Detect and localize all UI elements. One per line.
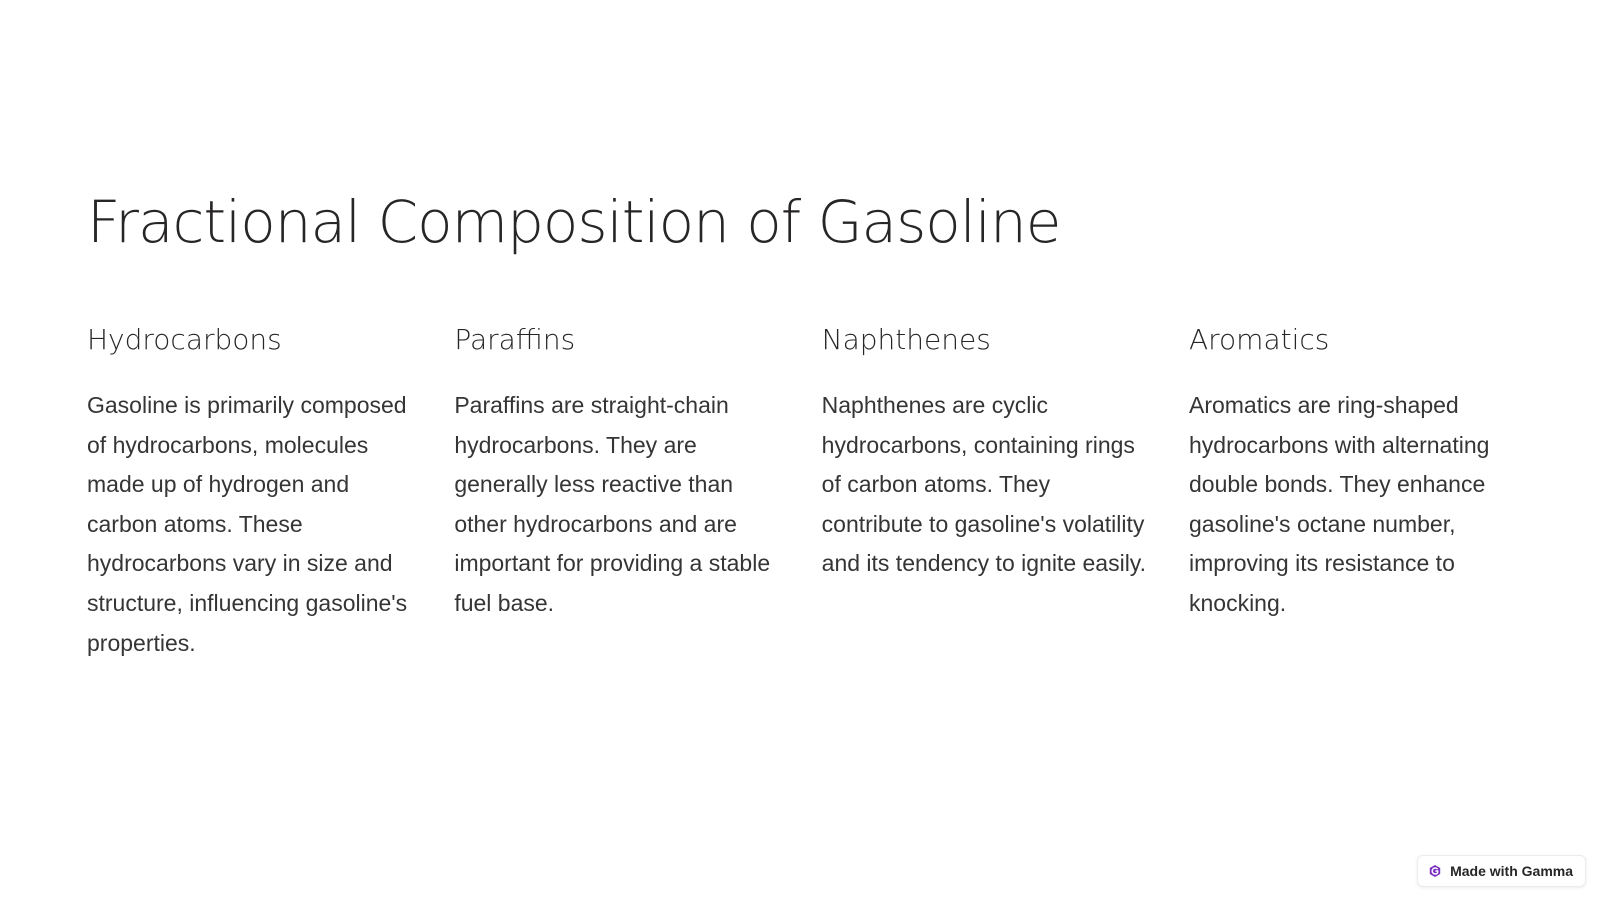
column-body: Naphthenes are cyclic hydrocarbons, containing rings of carbon atoms. They contribute to gasoline's volatility and its tendency to ignite easily. [821, 392, 1146, 577]
column-heading: Hydrocarbons [87, 323, 282, 356]
column-heading: Naphthenes [821, 323, 991, 356]
gamma-logo-icon [1428, 864, 1442, 878]
column-paraffins [454, 318, 784, 663]
content-columns [87, 318, 1519, 663]
column-naphthenes [822, 318, 1152, 663]
slide-title: Fractional Composition of Gasoline [87, 188, 1061, 256]
badge-label: Made with Gamma [1450, 863, 1573, 879]
column-body: Paraffins are straight-chain hydrocarbons. They are generally less reactive than other hydrocarbons and are important for providing a stable fuel base. [454, 392, 771, 616]
made-with-gamma-badge[interactable] [1417, 855, 1586, 887]
column-heading: Aromatics [1188, 323, 1330, 356]
column-heading: Paraffins [454, 323, 576, 356]
column-aromatics [1189, 318, 1519, 663]
column-hydrocarbons [87, 318, 417, 663]
column-body: Aromatics are ring-shaped hydrocarbons with alternating double bonds. They enhance gasoline's octane number, improving its resistance to knocking. [1188, 392, 1490, 616]
column-body: Gasoline is primarily composed of hydrocarbons, molecules made up of hydrogen and carbon atoms. These hydrocarbons vary in size and structure, influencing gasoline's properties. [87, 392, 408, 656]
